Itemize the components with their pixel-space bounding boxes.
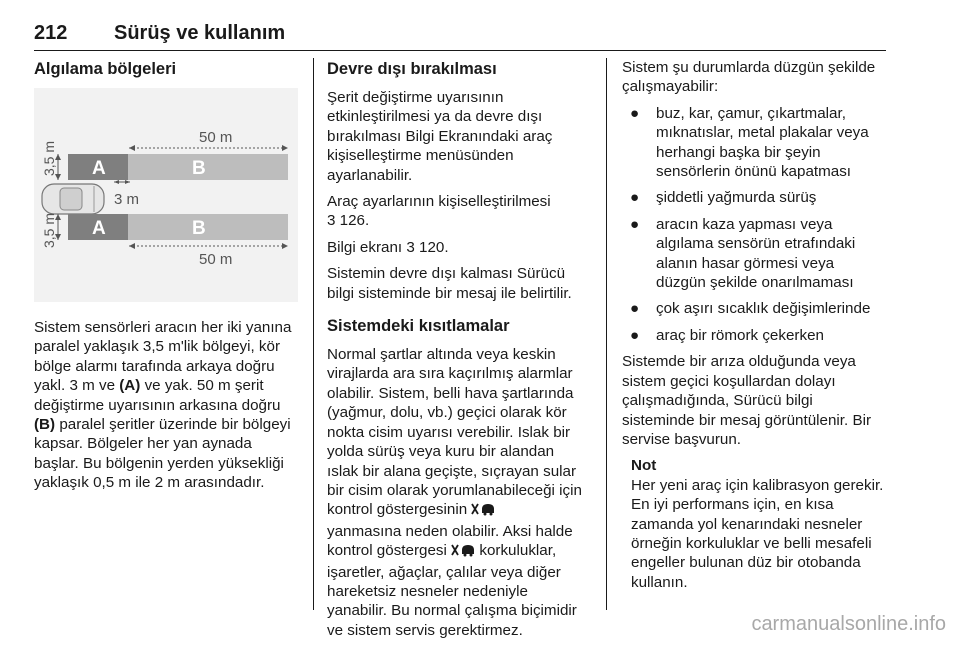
zone-a-bottom-label: A: [92, 218, 106, 239]
deactivation-message-paragraph: Sistemin devre dışı kalması Sürücü bilgi sisteminde bir mesaj ile belirtilir.: [327, 265, 572, 302]
note-box: [631, 456, 888, 592]
arrow-head-icon: [282, 145, 288, 151]
column-divider: [313, 58, 314, 610]
detection-zones-description: Sistem sensörleri aracın her iki yanına paralel yaklaşık 3,5 m'lik bölgeyi, kör bölge alarmı tarafında arkaya doğru yakl. 3 m ve (A) ve yak. 50 m şerit değiştirme uyarısının arkasına doğru (B) paralel şeritler üzerinde bir bölgeyi kapsar. Bölgeler her yan aynada başlar. Bu bölgenin yerden yüksekliği yaklaşık 0,5 m ile 2 m arasındadır.: [34, 319, 292, 492]
malfunction-paragraph: Sistemde bir arıza olduğunda veya sistem geçici koşullardan dolayı çalışmadığında, Sürücü bilgi sisteminde bir mesaj görüntülenir. Bir servise başvurun.: [622, 353, 872, 448]
column-deactivation: [327, 58, 589, 647]
blind-spot-warning-icon: [471, 502, 495, 521]
zone-a-top-label: A: [92, 158, 106, 179]
bottom-width-label: 3,5 m: [41, 212, 57, 248]
list-item: ● buz, kar, çamur, çıkartmalar, mıknatıslar, metal plakalar veya herhangi başka bir şeyin sensörlerin önünü kapatması: [630, 104, 869, 181]
arrow-head-icon: [129, 243, 135, 249]
arrow-head-icon: [125, 180, 130, 184]
top-distance-label: 50 m: [199, 129, 233, 146]
zone-a-reference: (A): [119, 377, 141, 395]
note-body: Her yeni araç için kalibrasyon gerekir. En iyi performans için, en kısa zamanda yol kenarındaki nesneler örneğin korkuluklar ve belli mesafeli engeller bulunan düz bir otobanda kullanın.: [631, 476, 884, 591]
detection-zones-figure: [34, 88, 298, 302]
column-detection-zones: [34, 58, 298, 500]
list-item: ● aracın kaza yapması veya algılama sensörün etrafındaki alanın hasar görmesi veya düzgün şekilde onarılmaması: [630, 215, 856, 292]
page-reference: 3 126.: [327, 212, 370, 230]
list-item: ● araç bir römork çekerken: [630, 326, 824, 344]
watermark: carmanualsonline.info: [751, 613, 946, 635]
zone-b-top: [128, 154, 288, 180]
section-heading-limitations: Sistemdeki kısıtlamalar: [327, 317, 510, 336]
note-title: Not: [631, 457, 657, 475]
deactivation-paragraph: Şerit değiştirme uyarısının etkinleştirilmesi ya da devre dışı bırakılması Bilgi Ekranındaki araç kişiselleştirme menüsünden ayarlanabilir.: [327, 89, 553, 184]
page-header: [34, 20, 886, 51]
arrow-head-icon: [282, 243, 288, 249]
arrow-head-icon: [114, 180, 119, 184]
blind-spot-warning-icon: [451, 543, 475, 562]
column-divider: [606, 58, 607, 610]
arrow-head-icon: [129, 145, 135, 151]
vehicle-settings-reference: Araç ayarlarının kişiselleştirilmesi 3 126.: [327, 193, 551, 230]
bullet-icon: ●: [630, 215, 640, 233]
limitations-paragraph: Normal şartlar altında veya keskin virajlarda ara sıra kaçırılmış alarmlar olabilir. Sistem, belli hava şartlarında (yağmur, dolu, vb.) geçici olarak kör nokta cisim uyarısı verebilir. Islak bir yolda sürüş veya kuru bir alandan ıslak bir alana geçişte, sıçrayan sular bir cisim olarak yorumlanabileceği için kontrol göstergesinin yanmasına neden olabilir. Aksi halde kontrol göstergesi korkuluklar, işaretler, ağaçlar, çalılar veya diğer hareketsiz nesneler nedeniyle yanabilir. Bu normal çalışma biçimidir ve sistem servis gerektirmez.: [327, 346, 582, 639]
info-display-reference: Bilgi ekranı 3 120.: [327, 238, 449, 256]
car-icon: [42, 184, 104, 214]
zone-b-bottom: [128, 214, 288, 240]
chapter-title: Sürüş ve kullanım: [114, 22, 286, 44]
section-heading-deactivation: Devre dışı bırakılması: [327, 60, 497, 78]
zone-b-top-label: B: [192, 158, 206, 179]
bullet-icon: ●: [630, 104, 640, 122]
column-conditions: [622, 58, 888, 592]
zone-b-reference: (B): [34, 416, 56, 434]
page-reference: 3 120.: [406, 238, 449, 256]
conditions-list: [622, 104, 888, 345]
bullet-icon: ●: [630, 189, 640, 207]
page-number: 212: [34, 22, 68, 44]
bullet-icon: ●: [630, 326, 640, 344]
list-item: ● şiddetli yağmurda sürüş: [630, 189, 817, 207]
side-distance-label: 3 m: [114, 191, 140, 208]
zone-b-bottom-label: B: [192, 218, 206, 239]
detection-zones-diagram: [34, 88, 298, 302]
bottom-distance-label: 50 m: [199, 251, 233, 268]
bullet-icon: ●: [630, 300, 640, 318]
list-item: ● çok aşırı sıcaklık değişimlerinde: [630, 300, 871, 318]
section-heading-detection-zones: Algılama bölgeleri: [34, 60, 177, 78]
top-width-label: 3,5 m: [41, 140, 57, 176]
conditions-intro: Sistem şu durumlarda düzgün şekilde çalışmayabilir:: [622, 59, 876, 96]
